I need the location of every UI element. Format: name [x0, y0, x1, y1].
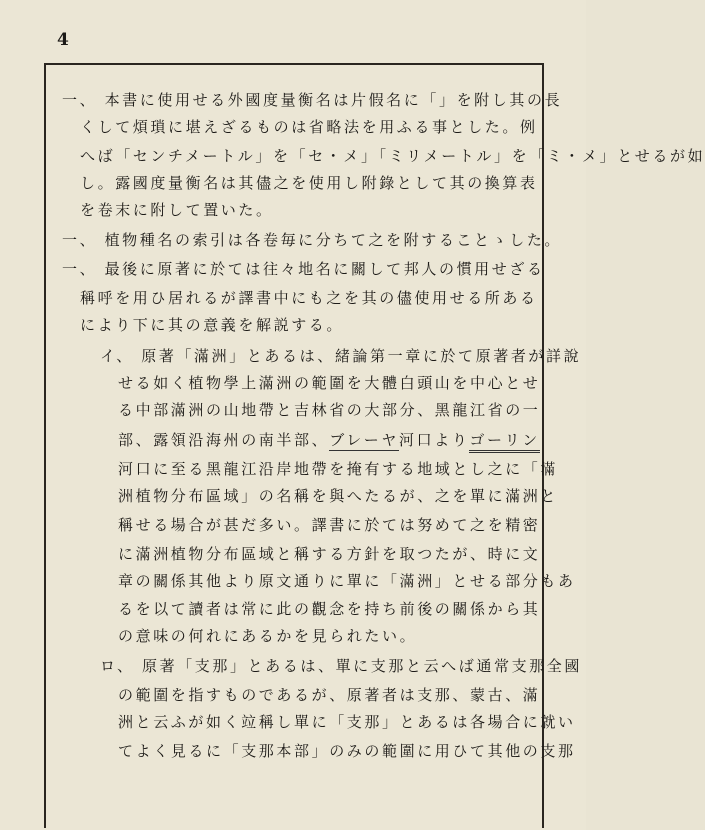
text-line — [118, 741, 576, 761]
text-line — [118, 486, 558, 506]
text-line — [80, 200, 274, 220]
text-line — [80, 173, 538, 193]
text-line — [80, 146, 705, 166]
underlined-place-name: ブレーヤ — [329, 431, 400, 449]
text-segment: 一、 植物種名の索引は各卷毎に分ちて之を附することゝした。 — [62, 231, 563, 249]
text-segment: せる如く植物學上滿洲の範圍を大體白頭山を中心とせ — [118, 374, 541, 392]
text-line — [118, 373, 540, 393]
text-line — [80, 288, 538, 308]
text-segment: 河口より — [399, 431, 470, 449]
text-segment: 章の關係其他より原文通りに單に「滿洲」とせる部分もあ — [118, 572, 576, 590]
text-segment: る中部滿洲の山地帶と吉林省の大部分、黑龍江省の一 — [118, 401, 541, 419]
text-segment: てよく見るに「支那本部」のみの範圍に用ひて其他の支那 — [118, 742, 576, 760]
text-segment: 稱せる場合が甚だ多い。譯書に於ては努めて之を精密 — [118, 516, 541, 534]
text-segment: により下に其の意義を解説する。 — [80, 316, 345, 334]
text-line — [62, 230, 562, 250]
text-segment: 洲植物分布區域」の名稱を與へたるが、之を單に滿洲と — [118, 487, 559, 505]
text-line — [62, 259, 545, 279]
text-line — [118, 515, 540, 535]
text-segment: に滿洲植物分布區域と稱する方針を取つたが、時に文 — [118, 545, 541, 563]
text-line — [118, 626, 417, 646]
text-segment: 部、露領沿海州の南半部、 — [118, 431, 330, 449]
text-segment: ロ、 原著「支那」とあるは、單に支那と云へば通常支那全國 — [100, 657, 582, 675]
text-line — [118, 599, 540, 619]
text-segment: 洲と云ふが如く竝稱し單に「支那」とあるは各場合に就い — [118, 713, 576, 731]
text-line — [62, 90, 562, 110]
text-line — [118, 712, 576, 732]
text-line — [118, 571, 576, 591]
text-line — [80, 315, 344, 335]
underlined-place-name: ゴーリン — [469, 431, 539, 453]
text-segment: の範圍を指すものであるが、原著者は支那、蒙古、滿 — [118, 686, 541, 704]
text-segment: へば「センチメートル」を「セ・メ」「ミリメートル」を「ミ・メ」とせるが如 — [80, 147, 705, 165]
text-line — [118, 400, 540, 420]
text-line — [80, 117, 538, 137]
text-segment: るを以て讀者は常に此の觀念を持ち前後の關係から其 — [118, 600, 541, 618]
text-segment: 一、 本書に使用せる外國度量衡名は片假名に「」を附し其の長 — [62, 91, 563, 109]
text-segment: を卷末に附して置いた。 — [80, 201, 274, 219]
text-line — [118, 430, 540, 450]
text-line — [118, 544, 540, 564]
text-segment: イ、 原著「滿洲」とあるは、緒論第一章に於て原著者が詳說 — [100, 347, 582, 365]
page-number: 4 — [57, 30, 69, 50]
text-line — [100, 346, 581, 366]
text-line — [118, 459, 558, 479]
text-segment: 河口に至る黑龍江沿岸地帶を掩有する地域とし之に「滿 — [118, 460, 559, 478]
text-segment: 一、 最後に原著に於ては往々地名に關して邦人の慣用せざる — [62, 260, 545, 278]
text-segment: 稱呼を用ひ居れるが譯書中にも之を其の儘使用せる所ある — [80, 289, 538, 307]
text-segment: くして煩瑣に堪えざるものは省略法を用ふる事とした。例 — [80, 118, 538, 136]
text-line — [118, 685, 540, 705]
text-line — [100, 656, 582, 676]
text-segment: し。露國度量衡名は其儘之を使用し附錄として其の換算表 — [80, 174, 538, 192]
text-segment: の意味の何れにあるかを見られたい。 — [118, 627, 418, 645]
